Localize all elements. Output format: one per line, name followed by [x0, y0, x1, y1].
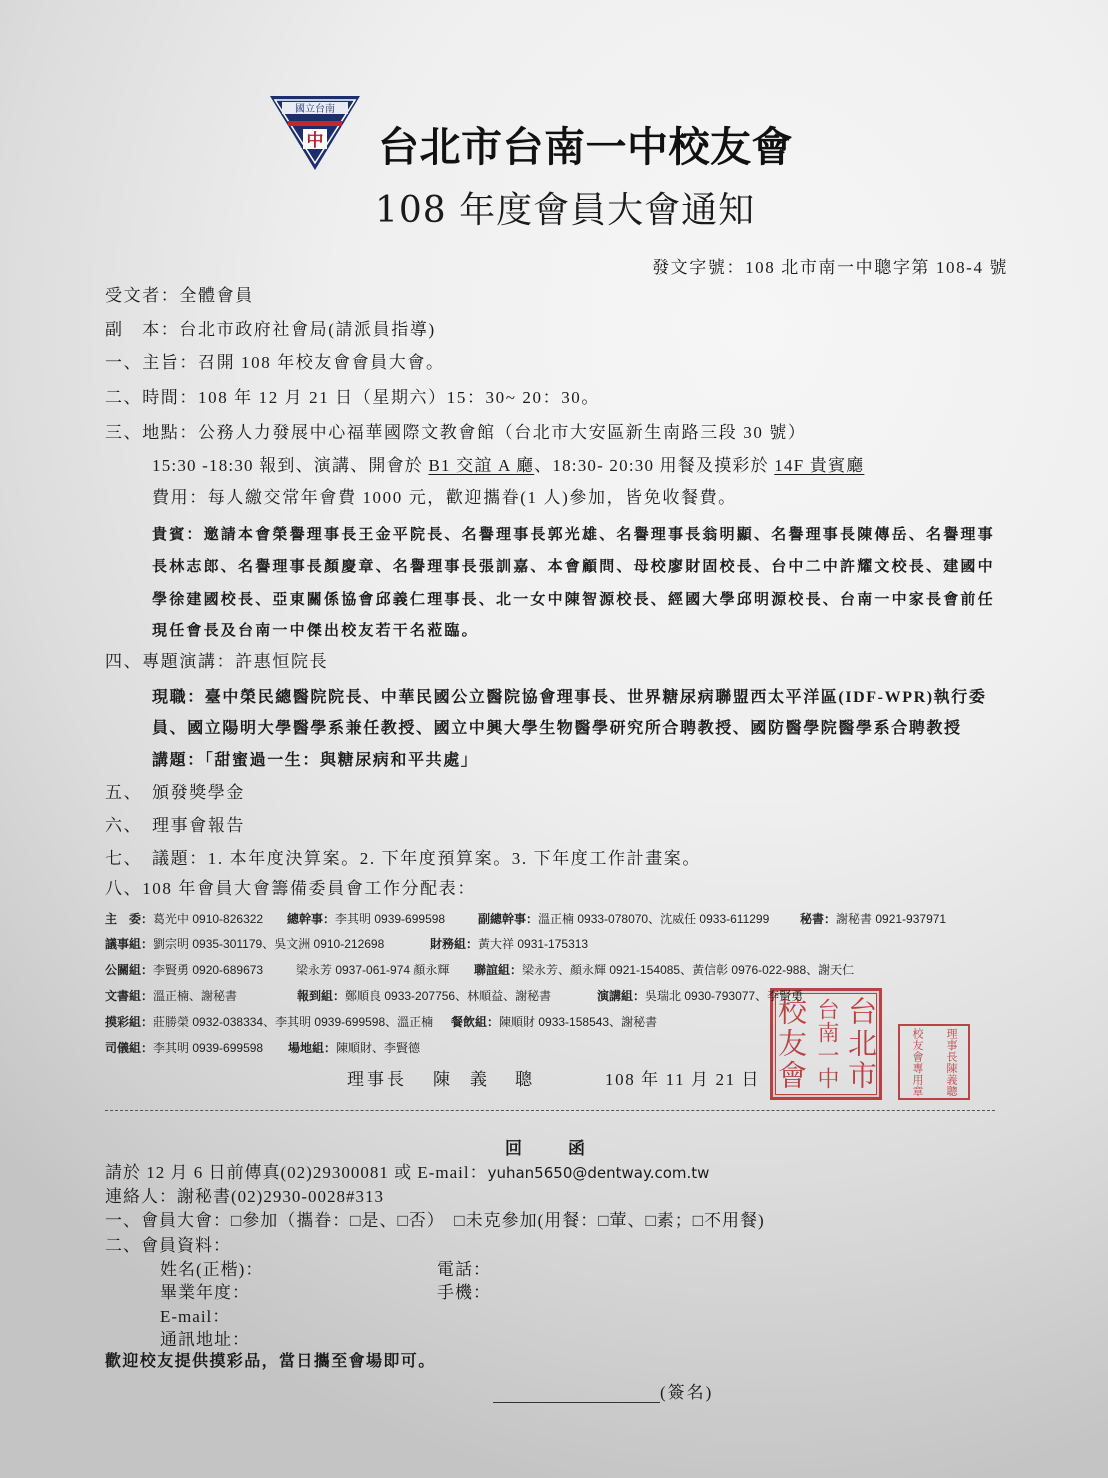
- seal-column: 校友會專用章: [911, 1027, 924, 1097]
- lecture-topic: 講題：「甜蜜過一生：與糖尿病和平共處」: [152, 752, 479, 769]
- committee-entry: [288, 1041, 420, 1056]
- committee-value: 李賢勇 0920-689673: [153, 963, 264, 977]
- committee-value: 陳順財、李賢德: [336, 1041, 421, 1055]
- committee-label: 總幹事：: [287, 912, 336, 926]
- committee-entry: [430, 937, 588, 952]
- schedule-venue-b1: B1 交誼 A 廳: [428, 456, 535, 475]
- committee-value: 溫正楠 0933-078070、沈威任 0933-611299: [538, 912, 770, 926]
- time-item: 二、時間：108 年 12 月 21 日（星期六）15：30~ 20：30。: [105, 388, 600, 407]
- field-name-label: 姓名(正楷)：: [160, 1260, 264, 1279]
- field-email-label: E-mail：: [160, 1307, 231, 1326]
- fee-line: 費用：每人繳交常年會費 1000 元，歡迎攜眷(1 人)參加，皆免收餐費。: [152, 488, 737, 507]
- committee-entry: [297, 989, 551, 1004]
- recipient-line: 受文者：全體會員: [105, 286, 254, 305]
- seal-column: 台北市: [844, 996, 878, 1092]
- purpose-item: 一、主旨：召開 108 年校友會會員大會。: [105, 353, 445, 372]
- guests-line: 現任會長及台南一中傑出校友若干名蒞臨。: [152, 623, 479, 639]
- reply-attendance: 一、會員大會：□參加（攜眷：□是、□否） □未克參加(用餐：□葷、□素；□不用餐): [105, 1211, 765, 1230]
- schedule-text-checkin: 15:30 -18:30 報到、演講、開會於: [152, 456, 429, 475]
- signature-date: 108 年 11 月 21 日: [605, 1070, 761, 1089]
- committee-label: 秘書：: [800, 912, 837, 926]
- reply-heading: 回 函: [505, 1139, 589, 1158]
- committee-value: 梁永芳、顏永輝 0921-154085、黃信彰 0976-022-988、謝天仁: [522, 963, 855, 977]
- schedule-line: [152, 456, 864, 476]
- committee-entry: [800, 912, 946, 927]
- scholarship-item-text: 頒發獎學金: [152, 783, 245, 802]
- committee-entry: [296, 963, 449, 978]
- lecture-position-line: 現職：臺中榮民總醫院院長、中華民國公立醫院協會理事長、世界糖尿病聯盟西太平洋區(IDF-WPR)執行委: [152, 689, 987, 706]
- schedule-venue-14f: 14F 貴賓廳: [774, 456, 865, 475]
- signature-line: [493, 1402, 660, 1403]
- guests-line: 長林志郎、名譽理事長顏慶章、名譽理事長張訓嘉、本會顧問、母校廖財固校長、台中二中許耀文校長、建國中: [152, 559, 995, 575]
- guests-line: 學徐建國校長、亞東關係協會邱義仁理事長、北一女中陳智源校長、經國大學邱明源校長、台南一中家長會前任: [152, 592, 995, 608]
- committee-entry: [105, 989, 237, 1004]
- lecture-item: 四、專題演講：許惠恒院長: [105, 652, 329, 671]
- committee-entry: [474, 963, 854, 978]
- reply-email: yuhan5650@dentway.com.tw: [487, 1164, 710, 1182]
- committee-entry: [287, 912, 445, 927]
- association-seal: [770, 988, 882, 1100]
- emblem-top-text: 國立台南: [295, 104, 335, 115]
- chairman-name-char: 聰: [515, 1070, 534, 1089]
- committee-entry: [105, 1041, 263, 1056]
- seal-column: 校友會: [774, 996, 808, 1092]
- committee-entry: [478, 912, 769, 927]
- guests-line: 貴賓：邀請本會榮譽理事長王金平院長、名譽理事長郭光雄、名譽理事長翁明顯、名譽理事長陳傳岳、名譽理事: [152, 527, 995, 543]
- seal-column: 台南一中: [814, 998, 839, 1090]
- committee-value: 莊勝榮 0932-038334、李其明 0939-699598、溫正楠: [153, 1015, 434, 1029]
- committee-value: 劉宗明 0935-301179、吳文洲 0910-212698: [153, 937, 385, 951]
- committee-value: 陳順財 0933-158543、謝秘書: [499, 1015, 658, 1029]
- chairman-name-char: 義: [470, 1070, 489, 1089]
- field-address-label: 通訊地址：: [160, 1330, 250, 1349]
- committee-entry: [105, 963, 263, 978]
- seal-column: 理事長陳義聰: [945, 1027, 958, 1097]
- committee-value: 李其明 0939-699598: [335, 912, 446, 926]
- document-number: 發文字號：108 北市南一中聰字第 108-4 號: [652, 258, 1008, 277]
- committee-value: 鄭順良 0933-207756、林順益、謝秘書: [345, 989, 552, 1003]
- committee-label: 演講組：: [597, 989, 646, 1003]
- committee-value: 吳瑞北 0930-793077、李賢勇: [645, 989, 804, 1003]
- scholarship-item-number: 五、: [105, 783, 143, 802]
- chairman-name-char: 陳: [433, 1070, 452, 1089]
- agenda-item-number: 七、: [105, 849, 143, 868]
- committee-label: 財務組：: [430, 937, 479, 951]
- lecture-position-line: 員、國立陽明大學醫學系兼任教授、國立中興大學生物醫學研究所合聘教授、國防醫學院醫學系合聘教授: [152, 720, 962, 737]
- reply-instruction: [105, 1163, 709, 1183]
- committee-label: 主 委：: [105, 912, 154, 926]
- reply-separator: [105, 1110, 995, 1111]
- chairman-seal: [898, 1024, 970, 1100]
- reply-instruction-text: 請於 12 月 6 日前傳真(02)29300081 或 E-mail：: [105, 1163, 488, 1182]
- committee-entry: [105, 912, 263, 927]
- committee-label: 場地組：: [288, 1041, 337, 1055]
- committee-value: 黃大祥 0931-175313: [478, 937, 589, 951]
- committee-label: 摸彩組：: [105, 1015, 154, 1029]
- committee-label: 司儀組：: [105, 1041, 154, 1055]
- schedule-text-dinner: 、18:30- 20:30 用餐及摸彩於: [534, 456, 775, 475]
- board-report-item-text: 理事會報告: [152, 816, 245, 835]
- reply-contact: 連絡人：謝秘書(02)2930-0028#313: [105, 1187, 384, 1206]
- committee-heading: 八、108 年會員大會籌備委員會工作分配表：: [105, 879, 476, 898]
- notice-title: 108 年度會員大會通知: [375, 190, 756, 231]
- field-phone-label: 電話：: [437, 1260, 491, 1279]
- committee-label: 餐飲組：: [451, 1015, 500, 1029]
- committee-label: 公關組：: [105, 963, 154, 977]
- committee-entry: [105, 1015, 433, 1030]
- reply-member-heading: 二、會員資料：: [105, 1236, 231, 1255]
- committee-label: 報到組：: [297, 989, 346, 1003]
- location-item: 三、地點：公務人力發展中心福華國際文教會館（台北市大安區新生南路三段 30 號）: [105, 423, 807, 442]
- reply-prize-note: 歡迎校友提供摸彩品，當日攜至會場即可。: [105, 1353, 436, 1370]
- copy-line: 副 本：台北市政府社會局(請派員指導): [105, 320, 436, 339]
- committee-entry: [451, 1015, 657, 1030]
- committee-label: 副總幹事：: [478, 912, 539, 926]
- committee-value: 李其明 0939-699598: [153, 1041, 264, 1055]
- field-mobile-label: 手機：: [437, 1283, 491, 1302]
- org-title: 台北市台南一中校友會: [378, 123, 793, 171]
- chairman-title: 理事長: [347, 1070, 407, 1089]
- school-emblem-logo: [268, 94, 362, 172]
- committee-label: 文書組：: [105, 989, 154, 1003]
- committee-value: 謝秘書 0921-937971: [836, 912, 947, 926]
- emblem-center-text: 中: [306, 131, 324, 151]
- committee-value: 溫正楠、謝秘書: [153, 989, 238, 1003]
- board-report-item-number: 六、: [105, 816, 143, 835]
- committee-entry: [105, 937, 384, 952]
- committee-label: 聯誼組：: [474, 963, 523, 977]
- field-grad-year-label: 畢業年度：: [160, 1283, 250, 1302]
- committee-value: 梁永芳 0937-061-974 顏永輝: [296, 963, 450, 977]
- signature-label: (簽名): [660, 1383, 714, 1402]
- committee-value: 葛光中 0910-826322: [153, 912, 264, 926]
- committee-label: 議事組：: [105, 937, 154, 951]
- agenda-item-text: 議題：1. 本年度決算案。2. 下年度預算案。3. 下年度工作計畫案。: [152, 849, 701, 868]
